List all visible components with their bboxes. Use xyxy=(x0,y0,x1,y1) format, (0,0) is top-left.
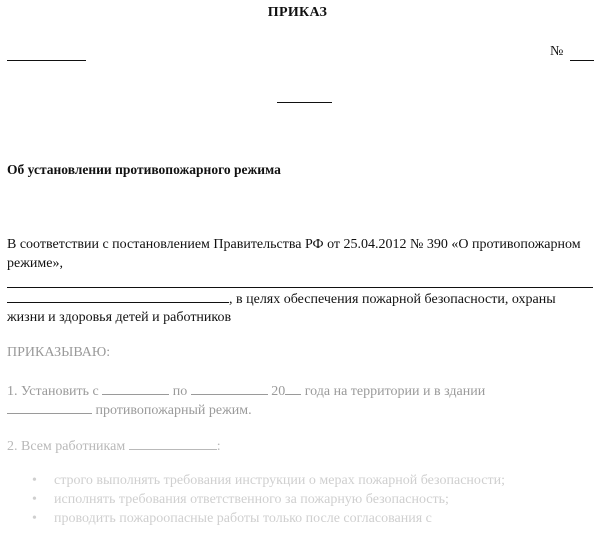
end-date-blank xyxy=(191,381,268,395)
bullet-dot-icon: • xyxy=(32,511,37,526)
item1-text-e: противопожарный режим. xyxy=(95,403,252,418)
order-number-blank xyxy=(570,60,594,61)
preamble-text: В соответствии с постановлением Правительства РФ от 25.04.2012 № 390 «О противопожарном режиме», xyxy=(7,237,581,271)
order-subject: Об установлении противопожарного режима xyxy=(7,162,281,177)
purpose-text: , в целях обеспечения пожарной безопасности, охраны xyxy=(229,292,556,307)
document-title: ПРИКАЗ xyxy=(267,5,328,20)
item1-text-a: 1. Установить с xyxy=(7,384,99,399)
employees-blank xyxy=(129,436,217,450)
date-blank xyxy=(7,60,86,61)
order-item-1-cont xyxy=(7,400,252,420)
item1-text-c: 20 xyxy=(271,384,286,399)
order-item-1 xyxy=(7,381,485,401)
bullet-dot-icon: • xyxy=(32,473,37,488)
item1-text-b: по xyxy=(172,384,188,399)
purpose-line-1 xyxy=(7,289,595,309)
order-heading: ПРИКАЗЫВАЮ: xyxy=(7,345,111,360)
duties-list xyxy=(30,471,505,528)
purpose-line-2: жизни и здоровья детей и работников xyxy=(7,310,232,325)
order-number-label: № xyxy=(550,44,564,59)
list-item xyxy=(30,490,505,509)
organization-blank xyxy=(7,287,593,288)
list-item xyxy=(30,509,505,528)
start-date-blank xyxy=(102,381,169,395)
item1-text-d: года на территории и в здании xyxy=(304,384,486,399)
bullet-dot-icon: • xyxy=(32,492,37,507)
list-item-text: проводить пожароопасные работы только после согласования с xyxy=(54,511,432,526)
order-item-2 xyxy=(7,436,221,456)
place-blank xyxy=(277,102,332,103)
year-blank xyxy=(285,381,301,395)
list-item xyxy=(30,471,505,490)
item2-text: 2. Всем работникам xyxy=(7,439,126,454)
list-item-text: строго выполнять требования инструкции о мерах пожарной безопасности; xyxy=(54,473,505,488)
purpose-blank xyxy=(7,289,229,303)
item2-colon: : xyxy=(216,439,221,454)
list-item-text: исполнять требования ответственного за пожарную безопасность; xyxy=(54,492,449,507)
building-blank xyxy=(7,400,92,414)
